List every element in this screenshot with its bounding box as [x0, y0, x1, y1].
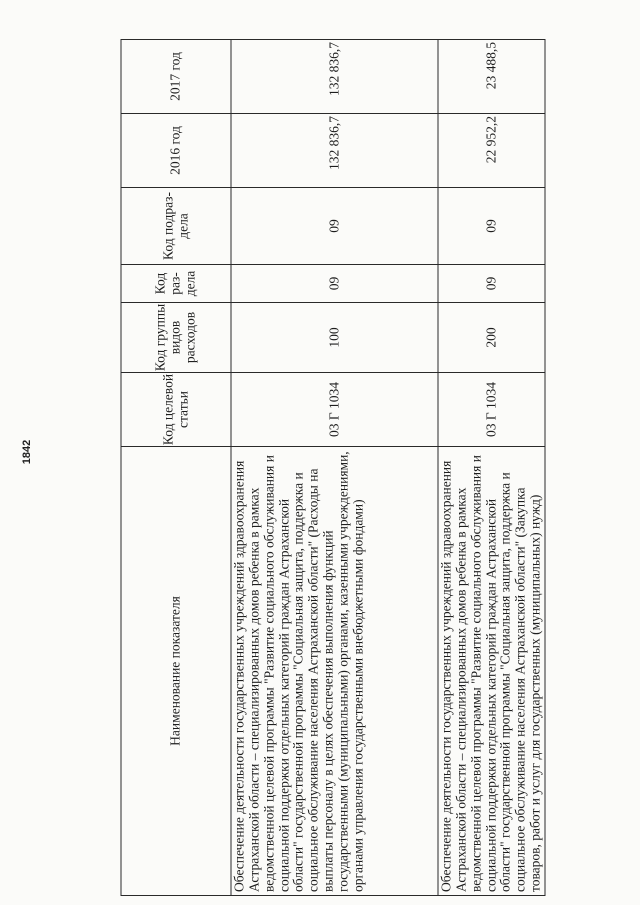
row-2016: 22 952,2 [438, 113, 545, 187]
header-name: Наименование показателя [121, 446, 231, 895]
row-subsection: 09 [438, 187, 545, 264]
row-section: 09 [231, 264, 438, 302]
budget-table-rotated [120, 40, 543, 896]
page-number: 1842 [21, 439, 33, 465]
header-subsection: Код подраз-дела [121, 187, 231, 264]
row-name: Обеспечение деятельности государственных учреждений здравоохранения Астраханской области – специализированных домов ребенка в рамках ведомственной целевой программы "Развитие социального обслуживания и социальной поддержки отдельных категорий граждан Астраханской области" государственной программы "Социальная защита, поддержка и социальное обслуживание населения Астраханской области" (Расходы на выплаты персоналу в целях обеспечения выполнения функций государственными (муниципальными) органами, казенными учреждениями, органами управления государственными внебюджетными фондами) [231, 446, 438, 895]
budget-table [120, 39, 545, 896]
row-2016: 132 836,7 [231, 113, 438, 187]
row-2017: 23 488,5 [438, 39, 545, 113]
header-2017: 2017 год [121, 39, 231, 113]
header-row [121, 39, 231, 895]
row-target-code: 03 Г 1034 [231, 372, 438, 446]
header-target-code: Код целевой статьи [121, 372, 231, 446]
row-target-code: 03 Г 1034 [438, 372, 545, 446]
row-2017: 132 836,7 [231, 39, 438, 113]
table-row [438, 39, 545, 895]
header-2016: 2016 год [121, 113, 231, 187]
header-section: Код раз-дела [121, 264, 231, 302]
row-subsection: 09 [231, 187, 438, 264]
row-expense-group: 200 [438, 302, 545, 372]
row-section: 09 [438, 264, 545, 302]
table-row [231, 39, 438, 895]
row-expense-group: 100 [231, 302, 438, 372]
header-expense-group: Код группы видов расходов [121, 302, 231, 372]
row-name: Обеспечение деятельности государственных учреждений здравоохранения Астраханской области – специализированных домов ребенка в рамках ведомственной целевой программы "Развитие социального обслуживания и социальной поддержки отдельных категорий граждан Астраханской области" государственной программы "Социальная защита, поддержка и социальное обслуживание населения Астраханской области" (Закупка товаров, работ и услуг для государственных (муниципальных) нужд) [438, 446, 545, 895]
